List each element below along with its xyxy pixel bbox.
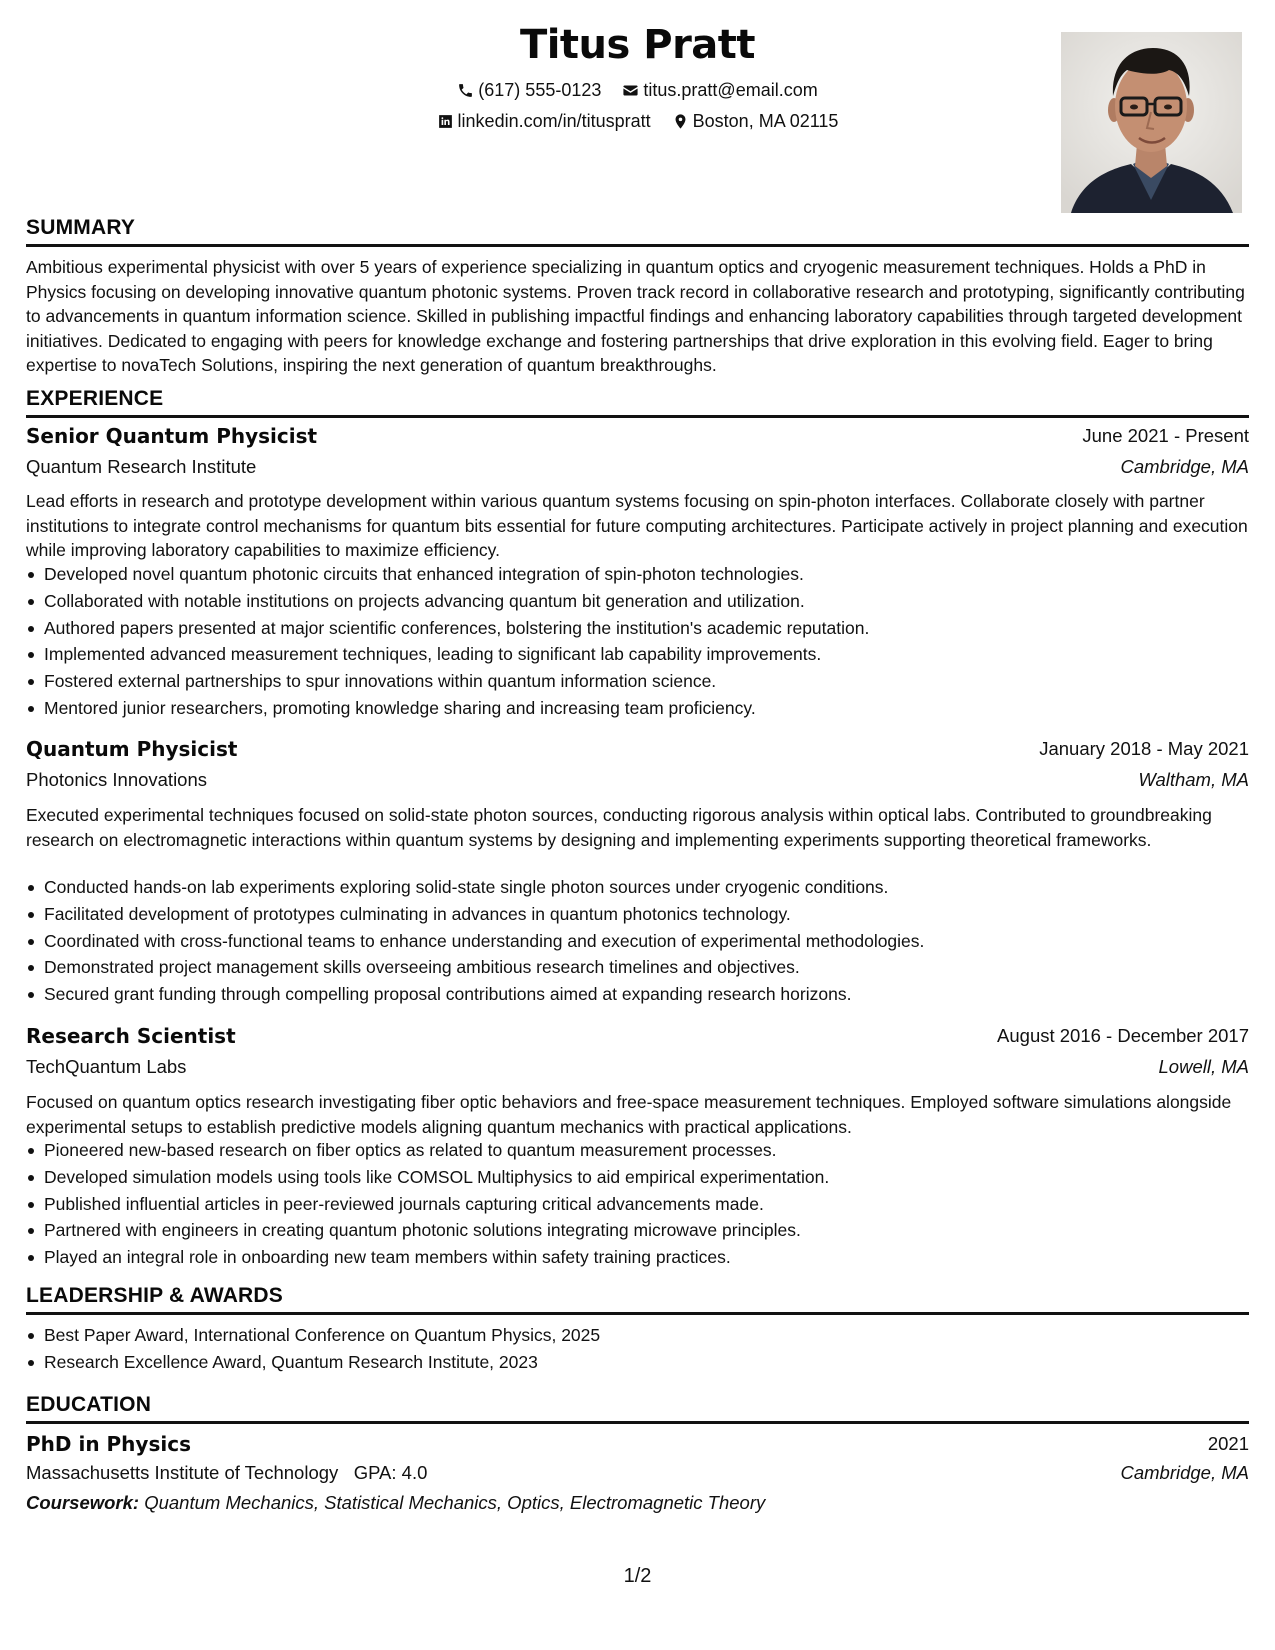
- experience-heading: EXPERIENCE: [26, 385, 1249, 418]
- map-pin-icon: [672, 113, 689, 130]
- list-item: Coordinated with cross-functional teams to enhance understanding and execution of experimental methodologies.: [44, 928, 1267, 955]
- phone-icon: [457, 82, 474, 99]
- summary-heading: SUMMARY: [26, 214, 1249, 247]
- list-item: Secured grant funding through compelling proposal contributions aimed at expanding research horizons.: [44, 981, 1267, 1008]
- candidate-name: Titus Pratt: [519, 22, 756, 68]
- envelope-icon: [622, 82, 639, 99]
- job-dates: January 2018 - May 2021: [1039, 738, 1249, 759]
- job-location: Waltham, MA: [1138, 769, 1249, 790]
- job-bullets: [26, 561, 1267, 722]
- linkedin-icon: [437, 113, 454, 130]
- job-description: Executed experimental techniques focused on solid-state photon sources, conducting rigorous analysis within optical labs. Contributed to groundbreaking research on electromagnetic interactions within quantum systems by designing and implementing experiments supporting theoretical frameworks.: [26, 805, 1212, 850]
- graduation-year: 2021: [1207, 1433, 1249, 1454]
- job-title: Quantum Physicist: [26, 737, 238, 761]
- profile-photo-illustration: [1061, 32, 1242, 213]
- list-item: Developed novel quantum photonic circuits that enhanced integration of spin-photon technologies.: [44, 561, 1267, 588]
- page-number: 1/2: [623, 1565, 652, 1587]
- list-item: Fostered external partnerships to spur innovations within quantum information science.: [44, 668, 1267, 695]
- resume-header: [26, 0, 1249, 220]
- list-item: Developed simulation models using tools like COMSOL Multiphysics to aid empirical experimentation.: [44, 1164, 1267, 1191]
- job-location: Cambridge, MA: [1120, 456, 1249, 477]
- education-heading: EDUCATION: [26, 1391, 1249, 1424]
- coursework-label: Coursework:: [26, 1492, 140, 1513]
- list-item: Conducted hands-on lab experiments exploring solid-state single photon sources under cryogenic conditions.: [44, 874, 1267, 901]
- job-bullets: [26, 874, 1267, 1008]
- list-item: Partnered with engineers in creating quantum photonic solutions integrating microwave principles.: [44, 1217, 1267, 1244]
- summary-text: Ambitious experimental physicist with over 5 years of experience specializing in quantum optics and cryogenic measurement techniques. Holds a PhD in Physics focusing on developing innovative quantum photonic systems. Proven track record in collaborative research and prototyping, significantly contributing to advancements in quantum information science. Skilled in publishing impactful findings and enhancing laboratory capabilities through targeted development initiatives. Dedicated to engaging with peers for knowledge exchange and fostering partnerships that drive exploration in this evolving field. Eager to bring expertise to novaTech Solutions, inspiring the next generation of quantum breakthroughs.: [26, 257, 1245, 375]
- linkedin-contact[interactable]: [437, 111, 651, 132]
- job-bullets: [26, 1137, 1267, 1271]
- school-location: Cambridge, MA: [1120, 1462, 1249, 1483]
- job-location: Lowell, MA: [1158, 1056, 1249, 1077]
- job-dates: June 2021 - Present: [1082, 425, 1249, 446]
- list-item: Research Excellence Award, Quantum Research Institute, 2023: [44, 1349, 1267, 1376]
- list-item: Collaborated with notable institutions on projects advancing quantum bit generation and utilization.: [44, 588, 1267, 615]
- list-item: Played an integral role in onboarding new team members within safety training practices.: [44, 1244, 1267, 1271]
- list-item: Implemented advanced measurement techniques, leading to significant lab capability improvements.: [44, 641, 1267, 668]
- list-item: Published influential articles in peer-reviewed journals capturing critical advancements made.: [44, 1191, 1267, 1218]
- list-item: Pioneered new-based research on fiber optics as related to quantum measurement processes.: [44, 1137, 1267, 1164]
- degree-title: PhD in Physics: [26, 1432, 191, 1456]
- job-organization: TechQuantum Labs: [26, 1056, 187, 1077]
- school-name: Massachusetts Institute of Technology: [26, 1462, 339, 1483]
- list-item: Best Paper Award, International Conference on Quantum Physics, 2025: [44, 1322, 1267, 1349]
- email-text: titus.pratt@email.com: [643, 80, 818, 100]
- gpa: GPA: 4.0: [353, 1462, 428, 1483]
- coursework-list: Quantum Mechanics, Statistical Mechanics, Optics, Electromagnetic Theory: [144, 1492, 766, 1513]
- job-dates: August 2016 - December 2017: [997, 1025, 1249, 1046]
- resume-page: [26, 0, 1249, 1650]
- awards-list: [26, 1322, 1267, 1376]
- profile-photo: [1061, 32, 1242, 213]
- linkedin-text: linkedin.com/in/tituspratt: [457, 111, 651, 131]
- job-title: Senior Quantum Physicist: [26, 424, 318, 448]
- list-item: Authored papers presented at major scientific conferences, bolstering the institution's academic reputation.: [44, 615, 1267, 642]
- list-item: Demonstrated project management skills overseeing ambitious research timelines and objectives.: [44, 954, 1267, 981]
- school-line: [26, 1462, 427, 1484]
- phone-text: (617) 555-0123: [478, 80, 602, 100]
- phone-contact[interactable]: [457, 80, 601, 101]
- job-title: Research Scientist: [26, 1024, 236, 1048]
- list-item: Facilitated development of prototypes culminating in advances in quantum photonics technology.: [44, 901, 1267, 928]
- job-organization: Photonics Innovations: [26, 769, 208, 790]
- awards-heading: LEADERSHIP & AWARDS: [26, 1282, 1249, 1315]
- job-organization: Quantum Research Institute: [26, 456, 257, 477]
- job-description: Focused on quantum optics research investigating fiber optic behaviors and free-space measurement techniques. Employed software simulations alongside experimental setups to establish predictive models aligning quantum mechanics with practical applications.: [26, 1092, 1232, 1137]
- list-item: Mentored junior researchers, promoting knowledge sharing and increasing team proficiency.: [44, 695, 1267, 722]
- email-contact[interactable]: [622, 80, 817, 101]
- location-text: Boston, MA 02115: [692, 111, 839, 131]
- job-description: Lead efforts in research and prototype development within various quantum systems focusing on spin-photon interfaces. Collaborate closely with partner institutions to integrate control mechanisms for quantum bits essential for future computing architectures. Participate actively in project planning and execution while improving laboratory capabilities to maximize efficiency.: [26, 491, 1248, 560]
- coursework-line: [26, 1492, 765, 1514]
- location-contact: [672, 111, 839, 132]
